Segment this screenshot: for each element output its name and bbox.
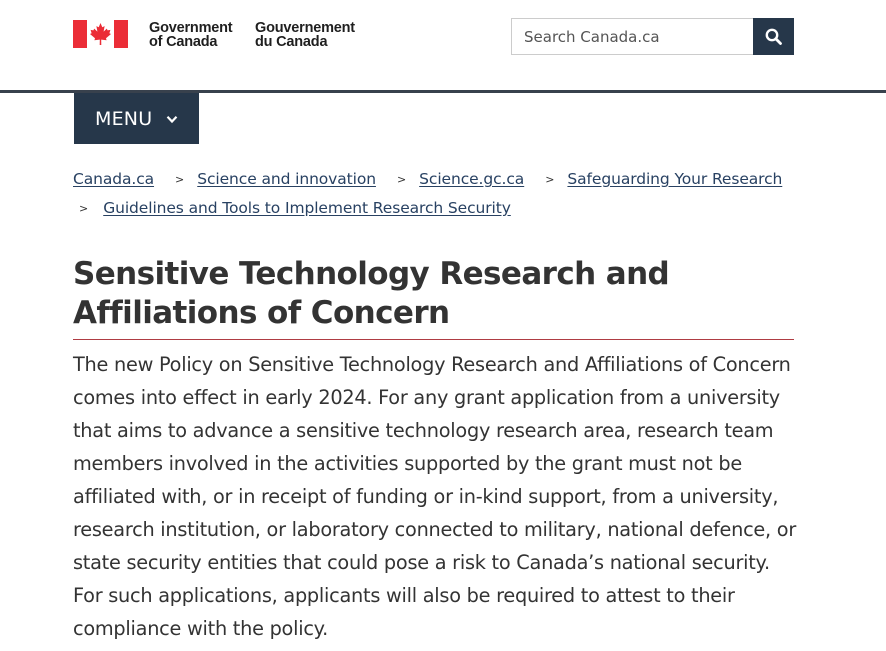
breadcrumb-link-canada[interactable]: Canada.ca <box>73 170 155 188</box>
breadcrumb <box>73 165 803 223</box>
breadcrumb-separator: > <box>396 173 407 186</box>
signature-en-line1: Government <box>149 20 233 36</box>
breadcrumb-link-science-innovation[interactable]: Science and innovation <box>197 170 376 188</box>
page-title: Sensitive Technology Research and Affiliations of Concern <box>73 256 670 331</box>
search-button[interactable] <box>753 18 794 55</box>
search-icon <box>765 28 782 45</box>
signature-english <box>149 21 232 49</box>
breadcrumb-separator: > <box>545 173 555 186</box>
breadcrumb-row-2 <box>73 194 803 223</box>
menu-button[interactable] <box>74 93 199 144</box>
signature-en-line2: of Canada <box>149 34 218 50</box>
signature-fr-line1: Gouvernement <box>255 20 355 36</box>
title-underline <box>73 339 794 340</box>
government-signature[interactable] <box>73 20 355 50</box>
signature-fr-line2: du Canada <box>255 34 328 50</box>
breadcrumb-link-science-gc[interactable]: Science.gc.ca <box>419 170 525 188</box>
site-header <box>0 0 886 90</box>
breadcrumb-separator: > <box>175 173 185 186</box>
search-form <box>511 18 794 55</box>
chevron-down-icon <box>166 115 178 124</box>
menu-label: MENU <box>95 107 153 130</box>
search-input[interactable] <box>511 18 753 55</box>
breadcrumb-separator: > <box>79 202 89 215</box>
canada-flag-icon <box>73 20 128 48</box>
breadcrumb-row-1 <box>73 165 803 194</box>
signature-french <box>255 21 355 49</box>
intro-paragraph: The new Policy on Sensitive Technology Research and Affiliations of Concern comes into effect in early 2024. For any grant application from a university that aims to advance a sensitive technology research area, research team members involved in the activities supported by the grant must not be affiliated with, or in receipt of funding or in-kind support, from a university, research institution, or laboratory connected to military, national defence, or state security entities that could pose a risk to Canada’s national security. For such applications, applicants will also be required to attest to their compliance with the policy. <box>73 353 797 640</box>
breadcrumb-link-safeguarding[interactable]: Safeguarding Your Research <box>567 170 783 188</box>
breadcrumb-link-guidelines[interactable]: Guidelines and Tools to Implement Research Security <box>103 199 511 217</box>
